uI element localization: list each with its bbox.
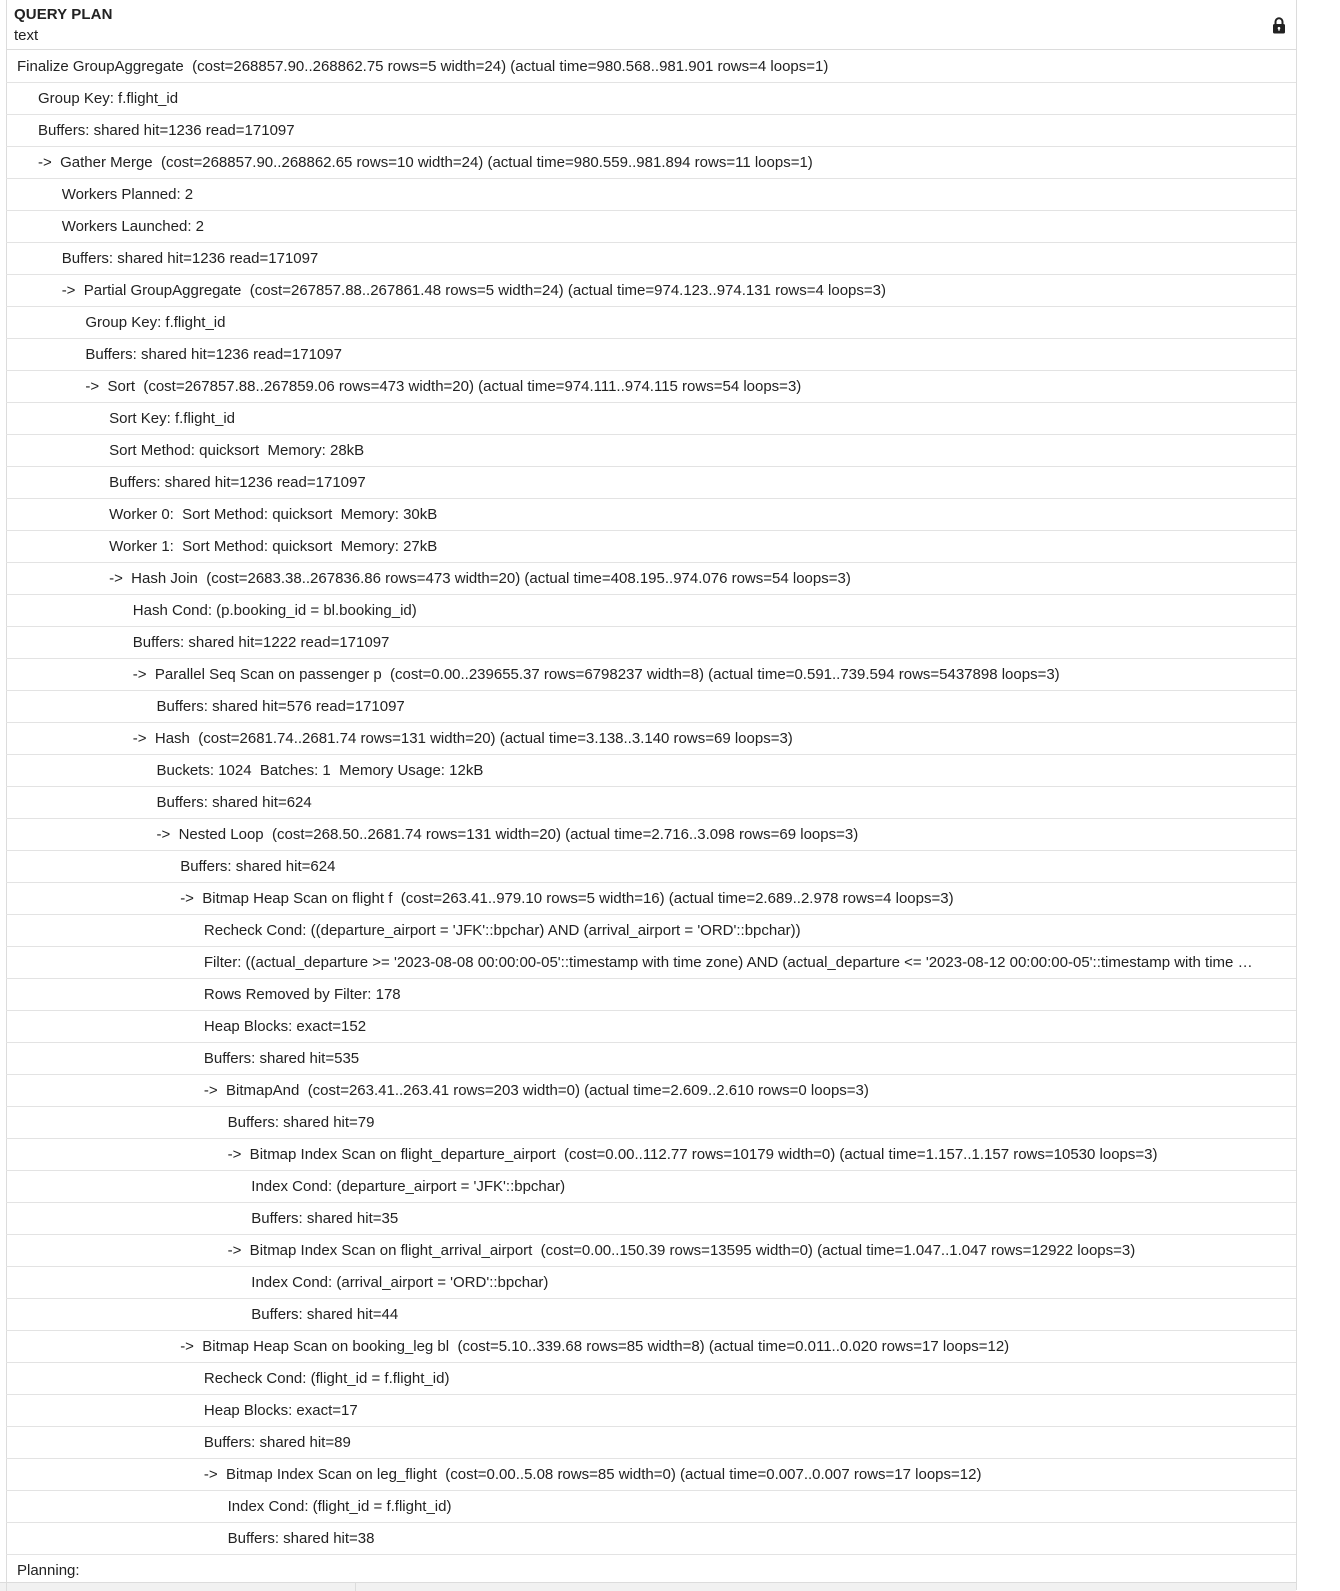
plan-row[interactable] — [6, 179, 1296, 211]
plan-row-text: -> Bitmap Heap Scan on flight f (cost=263.41..979.10 rows=5 width=16) (actual time=2.689..2.978 rows=4 loops=3) — [180, 890, 954, 907]
column-header-query-plan[interactable] — [6, 0, 1296, 50]
plan-row[interactable] — [6, 1139, 1296, 1171]
plan-row-text: Workers Launched: 2 — [61, 218, 204, 235]
plan-row[interactable] — [6, 147, 1296, 179]
plan-row-text: Buffers: shared hit=89 — [203, 1434, 351, 1451]
plan-row[interactable] — [6, 563, 1296, 595]
plan-row-text: Buffers: shared hit=1236 read=171097 — [85, 346, 342, 363]
plan-row-text: Buffers: shared hit=1236 read=171097 — [61, 250, 319, 267]
plan-row[interactable] — [6, 1331, 1296, 1363]
plan-row-text: Buffers: shared hit=576 read=171097 — [156, 698, 405, 715]
plan-row-text: Recheck Cond: (flight_id = f.flight_id) — [203, 1370, 450, 1387]
plan-row[interactable] — [6, 627, 1296, 659]
plan-row-text: Buffers: shared hit=624 — [156, 794, 312, 811]
plan-row-text: Sort Key: f.flight_id — [109, 410, 235, 427]
plan-row-text: Worker 0: Sort Method: quicksort Memory: 30kB — [109, 506, 438, 523]
plan-row[interactable] — [6, 1171, 1296, 1203]
plan-row-text: -> Bitmap Index Scan on leg_flight (cost=0.00..5.08 rows=85 width=0) (actual time=0.007..0.007 rows=17 loops=12) — [203, 1466, 982, 1483]
plan-row[interactable] — [6, 979, 1296, 1011]
column-name: QUERY PLAN — [14, 6, 113, 23]
plan-row-text: -> Parallel Seq Scan on passenger p (cost=0.00..239655.37 rows=6798237 width=8) (actual time=0.591..739.594 rows=5437898 loops=3) — [132, 666, 1060, 683]
plan-row-text: Sort Method: quicksort Memory: 28kB — [109, 442, 365, 459]
plan-row-text: -> Bitmap Index Scan on flight_arrival_airport (cost=0.00..150.39 rows=13595 width=0) (actual time=1.047..1.047 rows=12922 loops=3) — [227, 1242, 1136, 1259]
plan-row-text: Filter: ((actual_departure >= '2023-08-08 00:00:00-05'::timestamp with time zone) AND (actual_departure <= '2023-08-12 00:00:00-05'::timestamp with time … — [203, 954, 1253, 971]
plan-row[interactable] — [6, 51, 1296, 83]
plan-row-text: Group Key: f.flight_id — [38, 90, 179, 107]
plan-row[interactable] — [6, 531, 1296, 563]
plan-row-text: -> Nested Loop (cost=268.50..2681.74 rows=131 width=20) (actual time=2.716..3.098 rows=69 loops=3) — [156, 826, 859, 843]
plan-row-text: Worker 1: Sort Method: quicksort Memory: 27kB — [109, 538, 438, 555]
plan-row[interactable] — [6, 1043, 1296, 1075]
plan-row-text: Finalize GroupAggregate (cost=268857.90..268862.75 rows=5 width=24) (actual time=980.568..981.901 rows=4 loops=1) — [17, 58, 829, 75]
plan-row-text: -> BitmapAnd (cost=263.41..263.41 rows=203 width=0) (actual time=2.609..2.610 rows=0 loops=3) — [203, 1082, 869, 1099]
plan-row[interactable] — [6, 435, 1296, 467]
plan-row[interactable] — [6, 915, 1296, 947]
plan-row-text: Buffers: shared hit=1236 read=171097 — [109, 474, 366, 491]
plan-row[interactable] — [6, 83, 1296, 115]
plan-row-text: Buffers: shared hit=1236 read=171097 — [38, 122, 295, 139]
lock-icon — [1272, 17, 1286, 34]
plan-row[interactable] — [6, 819, 1296, 851]
plan-row-text: Index Cond: (arrival_airport = 'ORD'::bpchar) — [251, 1274, 549, 1291]
plan-row[interactable] — [6, 1011, 1296, 1043]
plan-row[interactable] — [6, 1267, 1296, 1299]
plan-row-text: Hash Cond: (p.booking_id = bl.booking_id) — [132, 602, 417, 619]
plan-row[interactable] — [6, 499, 1296, 531]
plan-row[interactable] — [6, 115, 1296, 147]
plan-row[interactable] — [6, 659, 1296, 691]
plan-row[interactable] — [6, 467, 1296, 499]
plan-row[interactable] — [6, 947, 1296, 979]
plan-row-text: -> Hash Join (cost=2683.38..267836.86 rows=473 width=20) (actual time=408.195..974.076 rows=54 loops=3) — [109, 570, 851, 587]
plan-row-text: Buffers: shared hit=1222 read=171097 — [132, 634, 390, 651]
plan-row[interactable] — [6, 339, 1296, 371]
plan-row[interactable] — [6, 275, 1296, 307]
plan-row-text: Buffers: shared hit=38 — [227, 1530, 375, 1547]
column-type: text — [14, 27, 39, 44]
plan-row-text: Heap Blocks: exact=152 — [203, 1018, 367, 1035]
plan-row[interactable] — [6, 1491, 1296, 1523]
plan-row-text: -> Bitmap Heap Scan on booking_leg bl (cost=5.10..339.68 rows=85 width=8) (actual time=0.011..0.020 rows=17 loops=12) — [180, 1338, 1010, 1355]
plan-row[interactable] — [6, 851, 1296, 883]
plan-row-text: Buffers: shared hit=44 — [251, 1306, 399, 1323]
plan-row[interactable] — [6, 371, 1296, 403]
plan-row[interactable] — [6, 723, 1296, 755]
plan-row[interactable] — [6, 595, 1296, 627]
plan-row-text: Index Cond: (departure_airport = 'JFK'::bpchar) — [251, 1178, 566, 1195]
plan-row[interactable] — [6, 1427, 1296, 1459]
plan-row-text: Buffers: shared hit=535 — [203, 1050, 360, 1067]
plan-row[interactable] — [6, 1203, 1296, 1235]
plan-row-text: Group Key: f.flight_id — [85, 314, 226, 331]
plan-row[interactable] — [6, 403, 1296, 435]
plan-row-text: Buffers: shared hit=35 — [251, 1210, 399, 1227]
plan-row-text: -> Sort (cost=267857.88..267859.06 rows=473 width=20) (actual time=974.111..974.115 rows=54 loops=3) — [85, 378, 802, 395]
plan-row[interactable] — [6, 243, 1296, 275]
plan-row-text: Rows Removed by Filter: 178 — [203, 986, 401, 1003]
plan-row[interactable] — [6, 1459, 1296, 1491]
plan-row-text: -> Hash (cost=2681.74..2681.74 rows=131 width=20) (actual time=3.138..3.140 rows=69 loops=3) — [132, 730, 793, 747]
plan-row[interactable] — [6, 211, 1296, 243]
plan-row-text: Index Cond: (flight_id = f.flight_id) — [227, 1498, 452, 1515]
plan-row-text: Buffers: shared hit=79 — [227, 1114, 375, 1131]
plan-row[interactable] — [6, 1075, 1296, 1107]
plan-row[interactable] — [6, 1107, 1296, 1139]
plan-row-text: Workers Planned: 2 — [61, 186, 194, 203]
plan-row[interactable] — [6, 1299, 1296, 1331]
plan-row[interactable] — [6, 787, 1296, 819]
plan-row-text: -> Partial GroupAggregate (cost=267857.88..267861.48 rows=5 width=24) (actual time=974.123..974.131 rows=4 loops=3) — [61, 282, 886, 299]
plan-row[interactable] — [6, 1395, 1296, 1427]
plan-row[interactable] — [6, 755, 1296, 787]
plan-row[interactable] — [6, 691, 1296, 723]
plan-row[interactable] — [6, 1523, 1296, 1555]
plan-row[interactable] — [6, 883, 1296, 915]
plan-row-text: Buckets: 1024 Batches: 1 Memory Usage: 12kB — [156, 762, 484, 779]
plan-row-text: -> Gather Merge (cost=268857.90..268862.65 rows=10 width=24) (actual time=980.559..981.894 rows=11 loops=1) — [38, 154, 813, 171]
plan-row[interactable] — [6, 307, 1296, 339]
plan-row[interactable] — [6, 1235, 1296, 1267]
plan-row-text: Planning: — [17, 1562, 80, 1579]
plan-row-text: Heap Blocks: exact=17 — [203, 1402, 358, 1419]
plan-row-text: -> Bitmap Index Scan on flight_departure_airport (cost=0.00..112.77 rows=10179 width=0) (actual time=1.157..1.157 rows=10530 loops=3) — [227, 1146, 1158, 1163]
plan-row[interactable] — [6, 1363, 1296, 1395]
plan-row-text: Buffers: shared hit=624 — [180, 858, 336, 875]
plan-row-text: Recheck Cond: ((departure_airport = 'JFK'::bpchar) AND (arrival_airport = 'ORD'::bpchar)) — [203, 922, 801, 939]
query-plan-rows — [6, 51, 1296, 1587]
